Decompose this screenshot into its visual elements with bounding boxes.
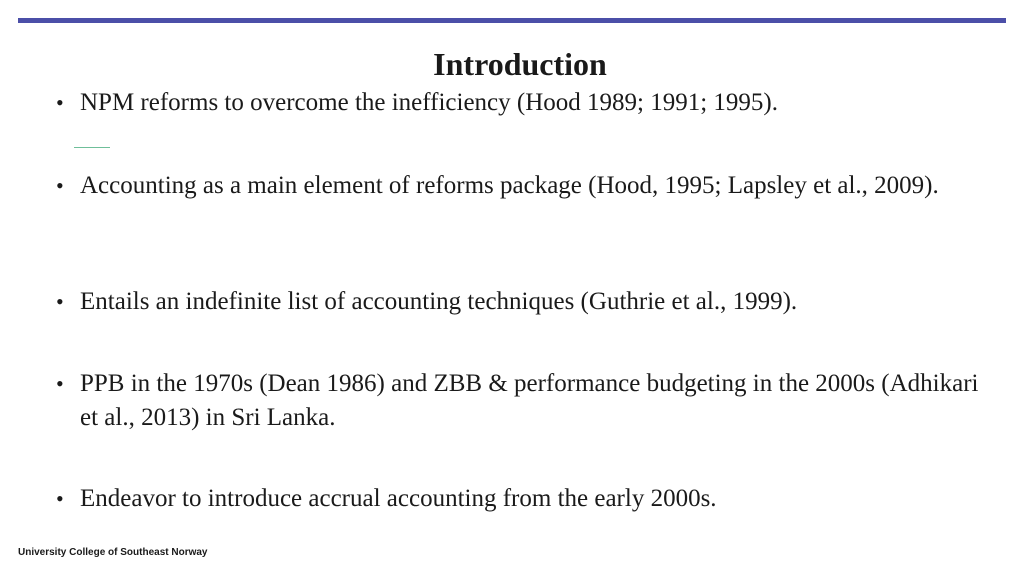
bullet-marker: • <box>56 173 64 198</box>
bullet-text: NPM reforms to overcome the inefficiency (Hood 1989; 1991; 1995). <box>80 89 778 116</box>
divider-mark <box>74 147 110 148</box>
bullet-text: Endeavor to introduce accrual accounting from the early 2000s. <box>80 485 717 512</box>
bullet-item <box>56 86 996 120</box>
bullet-text: PPB in the 1970s (Dean 1986) and ZBB & performance budgeting in the 2000s (Adhikari et al., 2013) in Sri Lanka. <box>80 370 979 431</box>
bullet-marker: • <box>56 289 64 314</box>
bullet-item <box>56 367 996 435</box>
footer-organization: University College of Southeast Norway <box>18 547 208 558</box>
top-accent-bar <box>18 18 1006 23</box>
bullet-item <box>56 169 996 203</box>
slide-title: Introduction <box>433 46 607 82</box>
bullet-marker: • <box>56 371 64 396</box>
bullet-text: Entails an indefinite list of accounting techniques (Guthrie et al., 1999). <box>80 288 798 315</box>
bullet-item <box>56 482 996 516</box>
bullet-marker: • <box>56 90 64 115</box>
bullet-item <box>56 285 996 319</box>
bullet-text: Accounting as a main element of reforms package (Hood, 1995; Lapsley et al., 2009). <box>80 172 939 199</box>
bullet-marker: • <box>56 486 64 511</box>
